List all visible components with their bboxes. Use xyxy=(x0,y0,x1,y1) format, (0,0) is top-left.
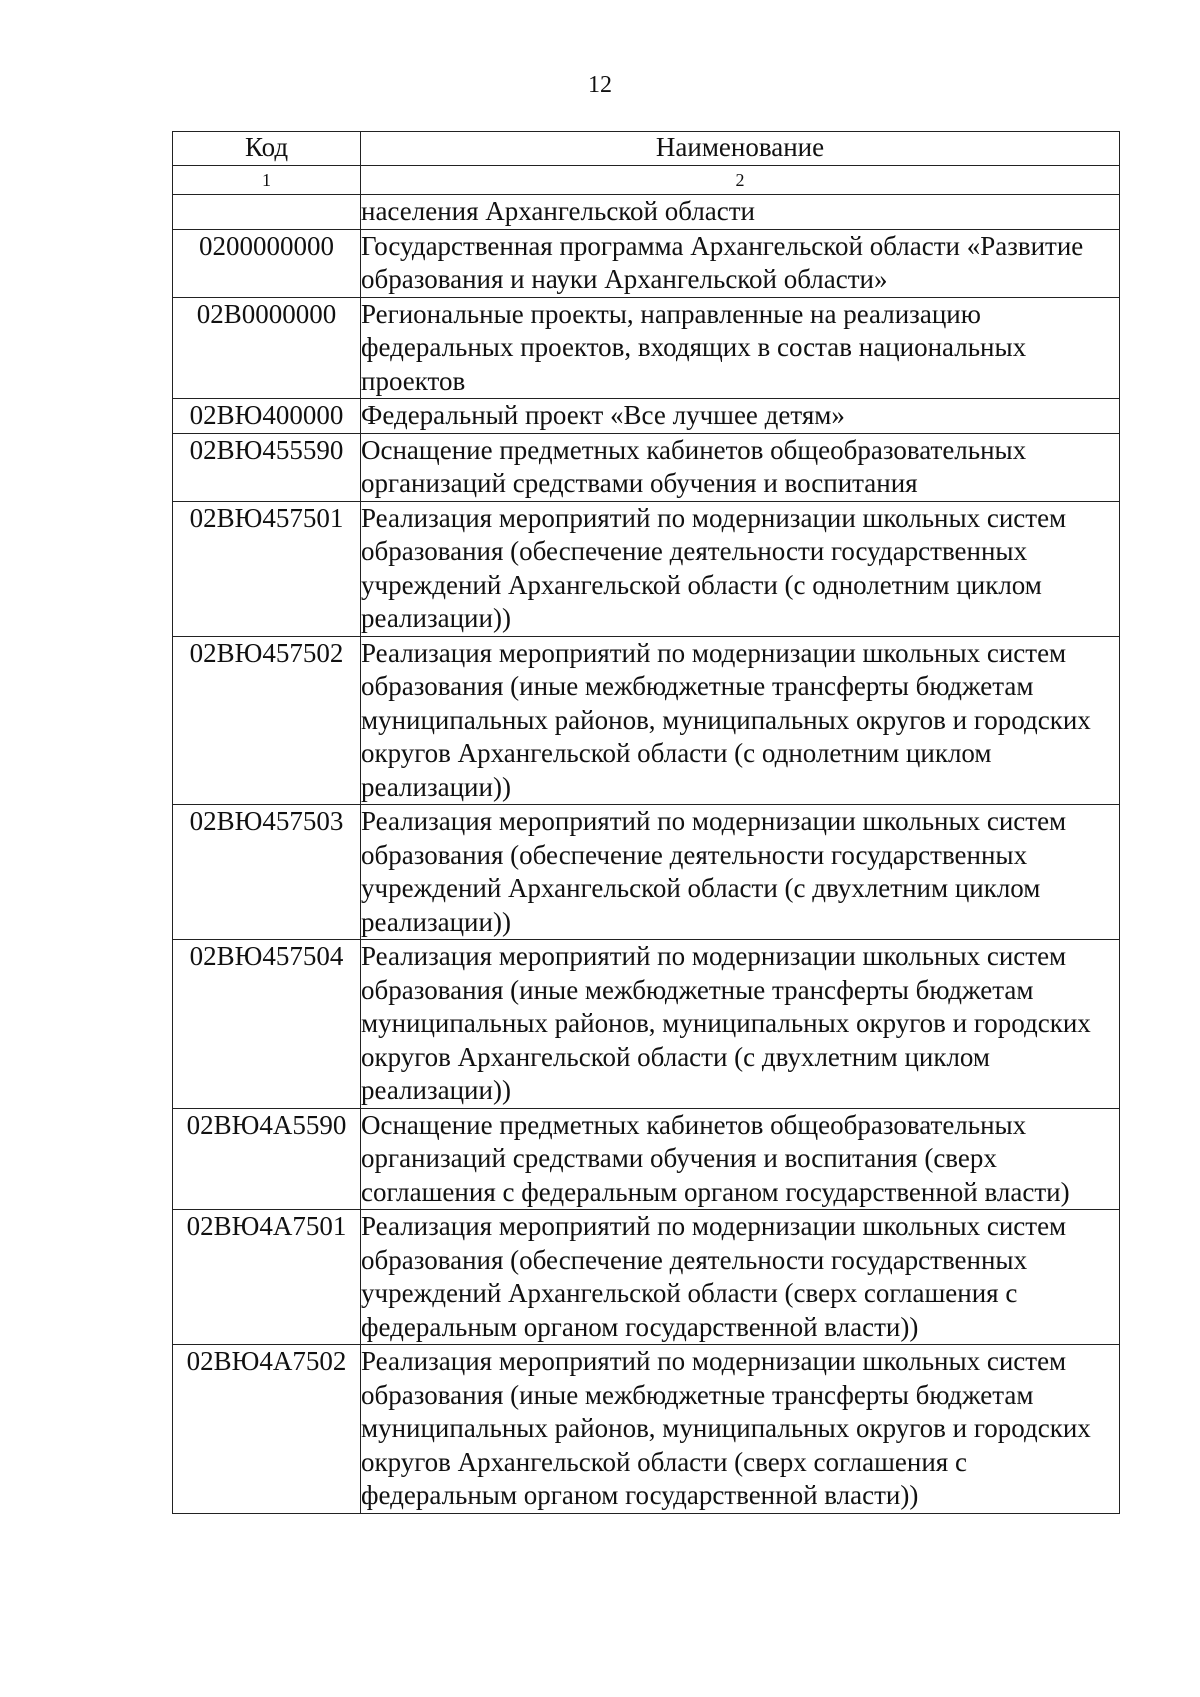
page-number: 12 xyxy=(588,72,612,98)
row-name: Государственная программа Архангельской области «Развитие образования и науки Архангельской области» xyxy=(361,229,1120,297)
header-code: Код xyxy=(173,132,361,166)
row-name: Реализация мероприятий по модернизации школьных систем образования (иные межбюджетные трансферты бюджетам муниципальных районов, муниципальных округов и городских округов Архангельской области (с однолетним циклом реализации)) xyxy=(361,636,1120,805)
row-name: Реализация мероприятий по модернизации школьных систем образования (обеспечение деятельности государственных учреждений Архангельской области (сверх соглашения с федеральным органом государственной власти)) xyxy=(361,1210,1120,1345)
row-name: населения Архангельской области xyxy=(361,195,1120,230)
row-code: 02ВЮ457502 xyxy=(173,636,361,805)
header-name: Наименование xyxy=(361,132,1120,166)
row-name: Реализация мероприятий по модернизации школьных систем образования (иные межбюджетные трансферты бюджетам муниципальных районов, муниципальных округов и городских округов Архангельской области (с двухлетним циклом реализации)) xyxy=(361,940,1120,1109)
row-code: 02ВЮ4А7501 xyxy=(173,1210,361,1345)
table-row xyxy=(173,1345,1120,1514)
row-code: 02ВЮ400000 xyxy=(173,399,361,434)
column-number-code: 1 xyxy=(173,166,361,195)
table-row xyxy=(173,805,1120,940)
table-row xyxy=(173,501,1120,636)
budget-codes-table xyxy=(172,131,1120,1514)
table-row xyxy=(173,195,1120,230)
row-code: 02В0000000 xyxy=(173,297,361,399)
header-row xyxy=(173,132,1120,166)
column-number-row xyxy=(173,166,1120,195)
table-row xyxy=(173,297,1120,399)
row-code: 02ВЮ4А5590 xyxy=(173,1108,361,1210)
row-name: Региональные проекты, направленные на реализацию федеральных проектов, входящих в состав национальных проектов xyxy=(361,297,1120,399)
row-name: Оснащение предметных кабинетов общеобразовательных организаций средствами обучения и воспитания xyxy=(361,433,1120,501)
table-row xyxy=(173,636,1120,805)
row-name: Реализация мероприятий по модернизации школьных систем образования (иные межбюджетные трансферты бюджетам муниципальных районов, муниципальных округов и городских округов Архангельской области (сверх соглашения с федеральным органом государственной власти)) xyxy=(361,1345,1120,1514)
row-code xyxy=(173,195,361,230)
row-code: 02ВЮ4А7502 xyxy=(173,1345,361,1514)
row-name: Оснащение предметных кабинетов общеобразовательных организаций средствами обучения и воспитания (сверх соглашения с федеральным органом государственной власти) xyxy=(361,1108,1120,1210)
table-row xyxy=(173,433,1120,501)
table-row xyxy=(173,940,1120,1109)
table-body xyxy=(173,195,1120,1514)
table-row xyxy=(173,229,1120,297)
row-code: 02ВЮ457501 xyxy=(173,501,361,636)
row-code: 02ВЮ457504 xyxy=(173,940,361,1109)
table-row xyxy=(173,1108,1120,1210)
table-header xyxy=(173,132,1120,195)
row-name: Федеральный проект «Все лучшее детям» xyxy=(361,399,1120,434)
row-code: 0200000000 xyxy=(173,229,361,297)
column-number-name: 2 xyxy=(361,166,1120,195)
row-code: 02ВЮ457503 xyxy=(173,805,361,940)
table-row xyxy=(173,399,1120,434)
row-code: 02ВЮ455590 xyxy=(173,433,361,501)
row-name: Реализация мероприятий по модернизации школьных систем образования (обеспечение деятельности государственных учреждений Архангельской области (с однолетним циклом реализации)) xyxy=(361,501,1120,636)
row-name: Реализация мероприятий по модернизации школьных систем образования (обеспечение деятельности государственных учреждений Архангельской области (с двухлетним циклом реализации)) xyxy=(361,805,1120,940)
table-row xyxy=(173,1210,1120,1345)
